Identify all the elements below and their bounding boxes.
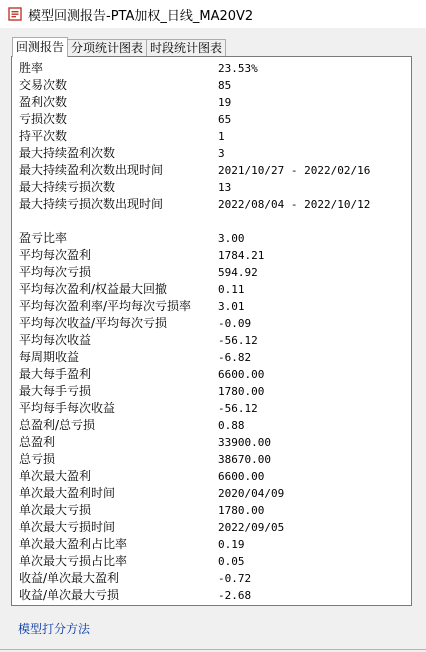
stat-label: 单次最大亏损占比率 — [19, 554, 128, 568]
stat-row — [19, 332, 370, 349]
stat-row — [19, 60, 370, 77]
stat-value: 2022/09/05 — [218, 521, 285, 534]
stat-label: 最大持续盈利次数 — [19, 146, 116, 160]
stat-value: -0.09 — [218, 317, 252, 330]
stat-value: -0.72 — [218, 572, 252, 585]
stat-label: 收益/单次最大盈利 — [19, 571, 120, 585]
stat-row — [19, 247, 370, 264]
spacer-row — [19, 213, 370, 230]
stat-value: 19 — [218, 96, 232, 109]
stat-label: 亏损次数 — [19, 112, 68, 126]
stat-label: 最大每手亏损 — [19, 384, 92, 398]
stats-list — [19, 60, 370, 604]
stat-value: 594.92 — [218, 266, 258, 279]
tab-backtest-report[interactable]: 回测报告 — [12, 37, 68, 57]
stat-row — [19, 553, 370, 570]
stat-row — [19, 77, 370, 94]
stat-label: 平均每次盈利/权益最大回撤 — [19, 282, 168, 296]
stat-row — [19, 502, 370, 519]
stat-label: 收益/单次最大亏损 — [19, 588, 120, 602]
stat-row — [19, 145, 370, 162]
stat-label: 平均每次收益 — [19, 333, 92, 347]
stat-label: 总盈利 — [19, 435, 56, 449]
stat-value: 0.05 — [218, 555, 245, 568]
stat-row — [19, 196, 370, 213]
stat-label: 胜率 — [19, 61, 44, 75]
stat-value: 2020/04/09 — [218, 487, 285, 500]
stat-label: 总盈利/总亏损 — [19, 418, 96, 432]
report-panel — [11, 56, 412, 606]
stat-value: -56.12 — [218, 402, 258, 415]
stat-row — [19, 587, 370, 604]
stat-value: 3.01 — [218, 300, 245, 313]
stat-row — [19, 230, 370, 247]
stat-row — [19, 536, 370, 553]
window-title: 模型回测报告-PTA加权_日线_MA20V2 — [28, 8, 254, 24]
stat-value: -2.68 — [218, 589, 252, 602]
stat-value: 3 — [218, 147, 225, 160]
tab-itemized-charts[interactable]: 分项统计图表 — [67, 39, 147, 57]
stat-value: 23.53% — [218, 62, 258, 75]
stat-value: 1780.00 — [218, 504, 265, 517]
stat-value: 0.88 — [218, 419, 245, 432]
stat-value: -6.82 — [218, 351, 252, 364]
stat-label: 最大持续亏损次数 — [19, 180, 116, 194]
report-icon — [8, 7, 22, 21]
stat-value: 2022/08/04 - 2022/10/12 — [218, 198, 371, 211]
stat-value: 1784.21 — [218, 249, 265, 262]
stat-value: 3.00 — [218, 232, 245, 245]
stat-label: 交易次数 — [19, 78, 68, 92]
stat-value: 0.11 — [218, 283, 245, 296]
stat-label: 持平次数 — [19, 129, 68, 143]
tab-period-charts[interactable]: 时段统计图表 — [146, 39, 226, 57]
stat-label: 盈亏比率 — [19, 231, 68, 245]
stat-row — [19, 468, 370, 485]
stat-value: 1 — [218, 130, 225, 143]
stat-label: 平均每手每次收益 — [19, 401, 116, 415]
stat-value: 85 — [218, 79, 232, 92]
stat-label: 单次最大亏损时间 — [19, 520, 116, 534]
stat-value: 6600.00 — [218, 470, 265, 483]
stat-value: 6600.00 — [218, 368, 265, 381]
stat-value: 65 — [218, 113, 232, 126]
stat-label: 每周期收益 — [19, 350, 80, 364]
tab-bar — [12, 38, 225, 57]
stat-label: 单次最大盈利 — [19, 469, 92, 483]
stat-row — [19, 383, 370, 400]
stat-row — [19, 434, 370, 451]
scoring-method-link[interactable]: 模型打分方法 — [18, 622, 91, 636]
stat-label: 平均每次盈利率/平均每次亏损率 — [19, 299, 192, 313]
stat-value: 2021/10/27 - 2022/02/16 — [218, 164, 371, 177]
stat-row — [19, 111, 370, 128]
stat-row — [19, 400, 370, 417]
stat-row — [19, 162, 370, 179]
stat-value: 1780.00 — [218, 385, 265, 398]
stat-row — [19, 179, 370, 196]
stat-row — [19, 485, 370, 502]
stat-value: -56.12 — [218, 334, 258, 347]
stat-label — [19, 213, 218, 230]
stat-row — [19, 94, 370, 111]
stat-label: 总亏损 — [19, 452, 56, 466]
stat-value: 13 — [218, 181, 232, 194]
stat-label: 盈利次数 — [19, 95, 68, 109]
stat-row — [19, 349, 370, 366]
stat-label: 单次最大盈利占比率 — [19, 537, 128, 551]
stat-label: 单次最大盈利时间 — [19, 486, 116, 500]
stat-label: 平均每次收益/平均每次亏损 — [19, 316, 168, 330]
stat-row — [19, 315, 370, 332]
bottom-divider — [0, 649, 426, 650]
stat-label: 单次最大亏损 — [19, 503, 92, 517]
stat-row — [19, 519, 370, 536]
stat-label: 最大持续亏损次数出现时间 — [19, 197, 164, 211]
stat-row — [19, 128, 370, 145]
stat-label: 最大每手盈利 — [19, 367, 92, 381]
stat-row — [19, 366, 370, 383]
stat-label: 最大持续盈利次数出现时间 — [19, 163, 164, 177]
stat-label: 平均每次盈利 — [19, 248, 92, 262]
stat-row — [19, 417, 370, 434]
stat-value: 33900.00 — [218, 436, 271, 449]
stat-label: 平均每次亏损 — [19, 265, 92, 279]
stat-row — [19, 451, 370, 468]
stat-value: 0.19 — [218, 538, 245, 551]
stat-row — [19, 570, 370, 587]
stat-row — [19, 264, 370, 281]
title-bar — [0, 0, 426, 28]
stat-value: 38670.00 — [218, 453, 271, 466]
stat-row — [19, 298, 370, 315]
stat-row — [19, 281, 370, 298]
